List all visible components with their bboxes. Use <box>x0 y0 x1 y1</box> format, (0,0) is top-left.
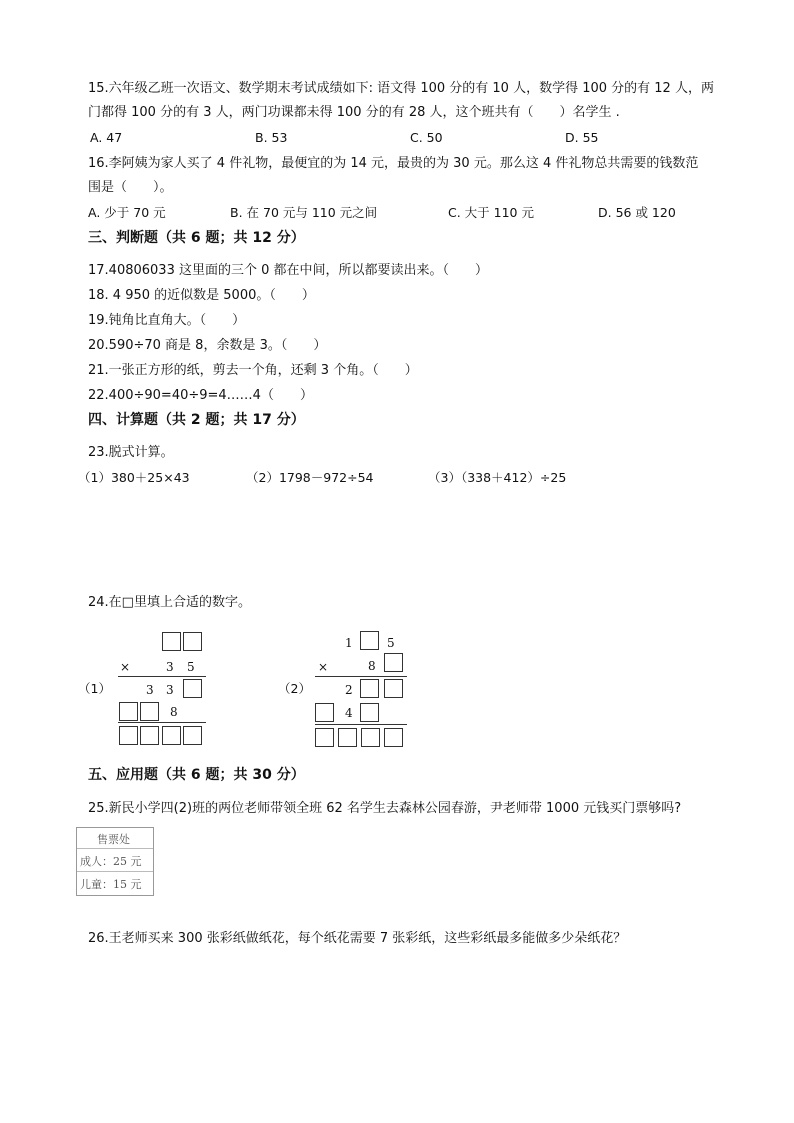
digit-box[interactable] <box>183 679 202 698</box>
q17-text: 17.40806033 这里面的三个 0 都在中间，所以都要读出来。（ ） <box>88 263 489 278</box>
digit: 1 <box>345 636 353 650</box>
ticket-title: 售票处 <box>97 833 130 846</box>
digit-box[interactable] <box>162 726 181 745</box>
section-4-heading: 四、计算题（共 2 题；共 17 分） <box>88 412 305 428</box>
digit-box[interactable] <box>384 653 403 672</box>
q20-text: 20.590÷70 商是 8，余数是 3。（ ） <box>88 338 327 353</box>
ticket-divider <box>77 848 153 849</box>
q23-item-1: （1）380＋25×43 <box>78 470 190 485</box>
digit: 8 <box>368 659 376 673</box>
section-5-heading: 五、应用题（共 6 题；共 30 分） <box>88 767 305 783</box>
q15-option-d: D. 55 <box>565 130 599 145</box>
puzzle-2-label: （2） <box>278 681 311 696</box>
q21-text: 21.一张正方形的纸，剪去一个角，还剩 3 个角。（ ） <box>88 363 418 378</box>
q16-option-c: C. 大于 110 元 <box>448 205 534 220</box>
digit-box[interactable] <box>183 726 202 745</box>
ticket-price-sign <box>76 827 154 896</box>
sum-line <box>315 724 407 725</box>
q16-line2: 围是（ ）。 <box>88 180 173 195</box>
digit-box[interactable] <box>384 728 403 747</box>
q23-title: 23.脱式计算。 <box>88 445 174 460</box>
q16-option-b: B. 在 70 元与 110 元之间 <box>230 205 378 220</box>
ticket-child-price: 儿童：15 元 <box>80 878 142 891</box>
digit-box[interactable] <box>119 726 138 745</box>
ticket-divider <box>77 871 153 872</box>
q16-option-a: A. 少于 70 元 <box>88 205 166 220</box>
digit: 5 <box>387 636 395 650</box>
digit-box[interactable] <box>338 728 357 747</box>
digit-box[interactable] <box>360 631 379 650</box>
q19-text: 19.钝角比直角大。（ ） <box>88 313 246 328</box>
digit-box[interactable] <box>183 632 202 651</box>
q15-option-c: C. 50 <box>410 130 443 145</box>
times-sign: × <box>120 660 131 674</box>
q24-title: 24.在□里填上合适的数字。 <box>88 595 251 610</box>
digit: 3 <box>166 660 174 674</box>
q23-item-2: （2）1798－972÷54 <box>246 470 374 485</box>
digit-box[interactable] <box>162 632 181 651</box>
q22-text: 22.400÷90=40÷9=4……4（ ） <box>88 388 313 403</box>
q16-option-d: D. 56 或 120 <box>598 205 676 220</box>
sum-line <box>118 722 206 723</box>
digit-box[interactable] <box>384 679 403 698</box>
digit-box[interactable] <box>360 679 379 698</box>
q26-text: 26.王老师买来 300 张彩纸做纸花，每个纸花需要 7 张彩纸，这些彩纸最多能做多少朵纸花？ <box>88 931 627 946</box>
digit: 2 <box>345 683 353 697</box>
q15-line1: 15.六年级乙班一次语文、数学期末考试成绩如下: 语文得 100 分的有 10 人，数学得 100 分的有 12 人，两 <box>88 81 714 96</box>
ticket-adult-price: 成人：25 元 <box>80 855 142 868</box>
q16-line1: 16.李阿姨为家人买了 4 件礼物，最便宜的为 14 元，最贵的为 30 元。那么这 4 件礼物总共需要的钱数范 <box>88 156 699 171</box>
times-sign: × <box>318 660 329 674</box>
section-3-heading: 三、判断题（共 6 题；共 12 分） <box>88 230 305 246</box>
sum-line <box>118 676 206 677</box>
digit: 8 <box>170 705 178 719</box>
digit: 3 <box>166 683 174 697</box>
q15-option-b: B. 53 <box>255 130 288 145</box>
digit-box[interactable] <box>119 702 138 721</box>
digit: 3 <box>146 683 154 697</box>
q15-option-a: A. 47 <box>90 130 123 145</box>
digit-box[interactable] <box>315 728 334 747</box>
digit: 4 <box>345 706 353 720</box>
digit-box[interactable] <box>140 702 159 721</box>
digit-box[interactable] <box>315 703 334 722</box>
q15-line2: 门都得 100 分的有 3 人，两门功课都未得 100 分的有 28 人，这个班共有（ ）名学生 . <box>88 105 620 120</box>
digit-box[interactable] <box>140 726 159 745</box>
puzzle-1-label: （1） <box>78 681 111 696</box>
digit: 5 <box>187 660 195 674</box>
q18-text: 18. 4 950 的近似数是 5000。（ ） <box>88 288 315 303</box>
q23-item-3: （3）（338＋412）÷25 <box>428 470 567 485</box>
sum-line <box>315 676 407 677</box>
digit-box[interactable] <box>361 728 380 747</box>
digit-box[interactable] <box>360 703 379 722</box>
q25-text: 25.新民小学四(2)班的两位老师带领全班 62 名学生去森林公园春游，尹老师带 1000 元钱买门票够吗? <box>88 801 682 816</box>
